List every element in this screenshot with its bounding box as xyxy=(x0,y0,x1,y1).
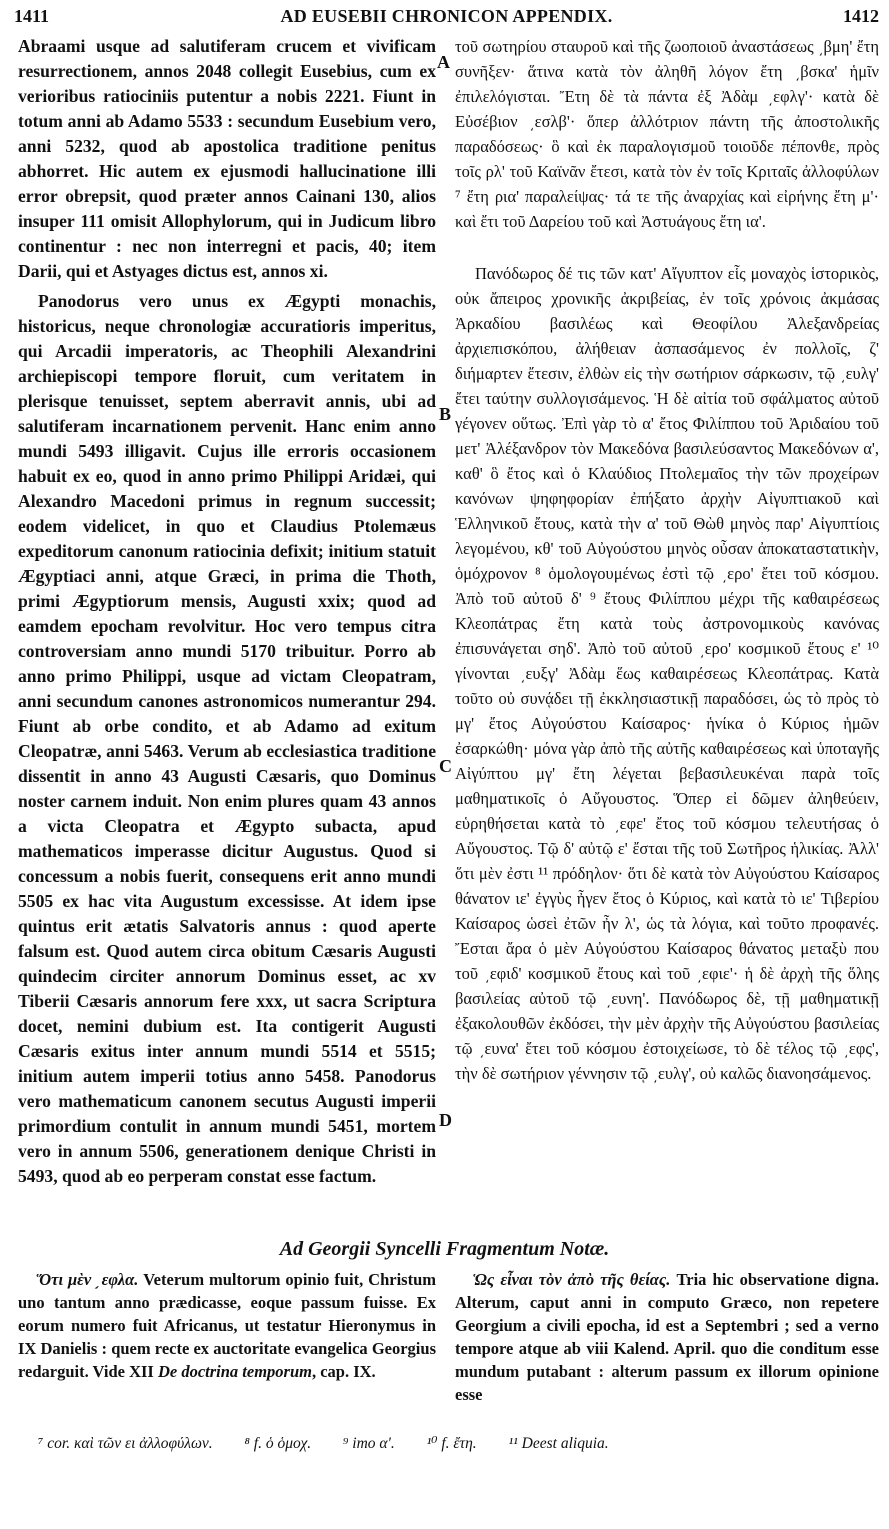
latin-paragraph-1: Abraami usque ad salutiferam crucem et vivificam resurrectionem, annos 2048 collegit Eusebius, cum ex verioribus ratiociniis putentur a nobis 2221. Fiunt in totum anni ab Adamo 5533 : secundum Eusebium vero, anni 5232, quod ab apostolica traditione penitus abhorret. Hic autem ex ejusmodi hallucinatione illi error obrepsit, quod præter annos Cainani 130, alios insuper 111 omisit Allophylorum, qui in Judicum libro continentur : nec non interregni et pacis, 40; item Darii, qui et Astyages dictus est, annos xi. xyxy=(18,36,436,281)
footnote-8: ⁸ f. ὁ ὁμοχ. xyxy=(244,1435,312,1452)
footnote-10: ¹⁰ f. ἔτη. xyxy=(426,1435,477,1452)
marker-a: A xyxy=(437,52,450,72)
footnote-9: ⁹ imo α'. xyxy=(343,1435,395,1452)
latin-column xyxy=(18,34,436,1189)
greek-paragraph-1: τοῦ σωτηρίου σταυροῦ καὶ τῆς ζωοποιοῦ ἀναστάσεως ͵βμη' ἔτη συνῆξεν· ἅτινα κατὰ τὸν ἀληθῆ λόγον ἔτη ͵βσκα' ἡμῖν ἐπιλελόγισται. Ἔτη δὲ τὰ πάντα ἐξ Ἀδὰμ ͵εφλγ'· κατὰ δὲ Εὐσέβιον ͵εσλβ'· ὅπερ ἀλλότριον πάντη τῆς ἀποστολικῆς παραδόσεως· ὃ καὶ ἐκ παραλογισμοῦ τοιοῦδε πέπονθε, πρὸς τοῖς ρλ' τοῦ Καϊνᾶν ἔτεσι, κατὰ τὸν ἐν τοῖς Κριταῖς ἀλλοφύλων ⁷ ἔτη ρια' παραλείψας· τά τε τῆς ἀναρχίας καὶ εἰρήνης ἔτη μ'· καὶ ἔτι τοῦ Δαρείου τοῦ καὶ Ἀστυάγους ἔτη ια'. xyxy=(455,37,879,231)
greek-column xyxy=(455,34,879,1086)
latin-paragraph-2: Panodorus vero unus ex Ægypti monachis, historicus, neque chronologiæ accuratioris imperitus, qui Arcadii imperatoris, ac Theophili Alexandrini archiepiscopi tempore floruit, cum veritatem in plerisque tenuisset, septem aberravit annis, ubi ad salutiferam incarnationem pervenit. Hanc enim anno mundi 5493 illigavit. Cujus ille erroris occasionem habuit ex eo, quod in anno primo Philippi Aridæi, qui Alexandro Macedoni primus in regnum successit; eodem videlicet, in quo et Claudius Ptolemæus expeditorum canonum ratiocinia defixit; initium statuit Ægyptiaci anni, atque Græci, in prima die Thoth, primi Ægyptiorum mensis, Augusti xxix; quod ad eamdem epocham revolvitur. Hoc vero tempus citra controversiam anno mundi 5170 tribuitur. Porro ab anno primo Philippi, usque ad victam Cleopatram, anni secundum canones astronomicos numerantur 294. Fiunt ab orbe condito, et ab Adamo ad exitum Cleopatræ, anni 5463. Verum ab ecclesiastica traditione dissentit in anno 43 Augusti Cæsaris, quo Dominus noster carnem induit. Non enim plures quam 43 annos a victa Cleopatra et Ægypto subacta, apud mathematicos imperasse dicitur Augustus. Quod si concessum a nobis fuerit, consequens erit anno mundi 5505 ex hac vita Augustum excessisse. At idem ipse quintus erit ætatis Salvatoris annus : quod aperte falsum est. Quod autem circa obitum Cæsaris Augusti quindecim circiter annorum Dominus esset, ac xv Tiberii Cæsaris annorum fere xxx, ut sacra Scriptura docet, nemini dubium est. Ita contigerit Augusti Cæsaris exitus inter annum mundi 5514 et 5515; initium autem imperii totius anno 5458. Panodorus vero mathematicum canonem secutus Augusti imperii primordium contulit in annum mundi 5451, mortem vero in annum 5506, generationem denique Christi in 5493, quod ab eo perperam constat esse factum. xyxy=(18,291,436,1186)
marker-b: B xyxy=(439,404,452,424)
marker-c: C xyxy=(439,756,452,776)
note-left-lemma: Ὅτι μὲν ͵εφλα. xyxy=(36,1270,139,1289)
marker-d: D xyxy=(439,1110,452,1130)
footnote-11: ¹¹ Deest aliquia. xyxy=(508,1435,609,1452)
footnote-7: ⁷ cor. καὶ τῶν ει ἀλλοφύλων. xyxy=(38,1435,213,1452)
note-right-text: Tria hic observatione digna. Alterum, caput anni in computo Græco, non repetere Georgium a civili epocha, id est a Septembri ; sed a verno tempore atque ab viii Kalend. April. quo die conditum esse mundum putabant : alterum passum ex illorum opinione esse xyxy=(455,1270,879,1404)
greek-paragraph-2: Πανόδωρος δέ τις τῶν κατ' Αἴγυπτον εἷς μοναχὸς ἱστορικὸς, οὐκ ἄπειρος χρονικῆς ἀκριβείας, ἐν τοῖς χρόνοις ἀκμάσας Ἀρκαδίου βασιλέως καὶ Θεοφίλου Ἀλεξανδρείας ἀρχιεπισκόπου, ἀλήθειαν ἀσπασάμενος ἐν πολλοῖς, ζ' διήμαρτεν ἔτεσιν, ἐλθὼν εἰς τὴν σωτήριον σάρκωσιν, τῷ ͵ευλγ' ἔτει ταύτην συλλογισάμενος. Ἡ δὲ αἰτία τοῦ σφάλματος αὐτοῦ γέγονεν οὕτως. Ἐπὶ γὰρ τὸ α' ἔτος Φιλίππου τοῦ Ἀριδαίου τοῦ μετ' Ἀλέξανδρον τὸν Μακεδόνα βασιλεύσαντος Μακεδόνων α', καθ' ὃ ἔτος καὶ ὁ Κλαύδιος Πτολεμαῖος τὴν τῶν προχείρων κανόνων ψηφηφορίαν ἐπήξατο ἀρχὴν Αἰγυπτιακοῦ καὶ Ἑλληνικοῦ ἔτους, κατὰ τὴν α' τοῦ Θὼθ μηνὸς παρ' Αἰγυπτίοις λεγομένου, κθ' τοῦ Αὐγούστου μηνὸς οὖσαν ἀποκαταστατικὴν, ὁμόχρονον ⁸ ὁμολογουμένως ἐστὶ τῷ ͵ερο' ἔτει τοῦ κόσμου. Ἀπὸ τοῦ αὐτοῦ δ' ⁹ ἔτους Φιλίππου μέχρι τῆς καθαιρέσεως Κλεοπάτρας ἔτη κατὰ τοὺς ἀστρονομικοὺς κανόνας ἐπισυνάγεται σηδ'. Ἀπὸ τοῦ αὐτοῦ ͵ερο' κοσμικοῦ ἔτους ε' ¹⁰ γίνονται ͵ευξγ' Ἀδὰμ ἕως καθαιρέσεως Κλεοπάτρας. Κατὰ τοῦτο οὐ συνᾴδει τῇ ἐκκλησιαστικῇ παραδόσει, ὡς τὸ πρὸς τὸ μγ' ἔτος Αὐγούστου Καίσαρος· ἡνίκα ὁ Κύριος ἡμῶν ἐσαρκώθη· μόνα γὰρ ἀπὸ τῆς αὐτῆς καθαιρέσεως καὶ ὑποταγῆς Αἰγύπτου μγ' ἔτη λέγεται βεβασιλευκέναι παρὰ τοῖς μαθηματικοῖς ὁ Αὔγουστος. Ὅπερ εἰ δῶμεν ἀληθεύειν, εὑρηθήσεται κατὰ τὸ ͵εφε' ἔτος τοῦ κόσμου τελευτήσας ὁ Αὔγουστος. Τῷ δ' αὐτῷ ε' ἔσται τῆς τοῦ Σωτῆρος ἡλικίας. Ἀλλ' ὅτι μὲν ἐστι ¹¹ πρόδηλον· ὅτι δὲ κατὰ τὸν Αὐγούστου Καίσαρος θάνατον ιε' ἐγγὺς ἦγεν ἔτος ὁ Κύριος, καὶ κατὰ τὸ ιε' Τιβερίου Καίσαρος ὡσεὶ ἐτῶν ἦν λ', ὡς τὰ λόγια, καὶ τοῦτο προφανές. Ἔσται ἄρα ὁ μὲν Αὐγούστου Καίσαρος θάνατος μεταξὺ που τοῦ ͵εφιδ' κοσμικοῦ ἔτους καὶ τοῦ ͵εφιε'· ἡ δὲ ἀρχὴ τῆς ὅλης βασιλείας αὐτοῦ τῷ ͵ευνη'. Πανόδωρος δὲ, τῇ μαθηματικῇ ἐξακολουθῶν ἐκδόσει, τὴν μὲν ἀρχὴν τῆς Αὐγούστου βασιλείας τῷ ͵ευνα' ἔτει τοῦ κόσμου ἐστοιχείωσε, τὸ δὲ τέλος τῷ ͵εφς', τὴν δὲ σωτήριον γέννησιν τῷ ͵ευλγ', οὐ καλῶς διανοησάμενος. xyxy=(455,264,879,1083)
note-left xyxy=(18,1268,436,1383)
note-right xyxy=(455,1268,879,1406)
section-title: Ad Georgii Syncelli Fragmentum Notæ. xyxy=(279,1238,610,1260)
page-number-left: 1411 xyxy=(14,6,50,26)
footnotes xyxy=(38,1434,878,1453)
running-title: AD EUSEBII CHRONICON APPENDIX. xyxy=(280,6,613,26)
note-left-reference: De doctrina temporum xyxy=(157,1362,312,1381)
note-left-text: Veterum multorum opinio fuit, Christum uno tantum anno prædicasse, eoque passum fuisse. Ex eorum numero fuit Africanus, ut testatur Hieronymus in IX Danielis : quem recte ex auctoritate evangelica Georgius redarguit. Vide XII xyxy=(18,1270,436,1381)
note-left-end: , cap. IX. xyxy=(311,1362,376,1381)
page-number-right: 1412 xyxy=(843,6,879,26)
running-header xyxy=(14,6,879,32)
note-right-lemma: Ὡς εἶναι τὸν ἀπὸ τῆς θείας. xyxy=(473,1270,671,1289)
